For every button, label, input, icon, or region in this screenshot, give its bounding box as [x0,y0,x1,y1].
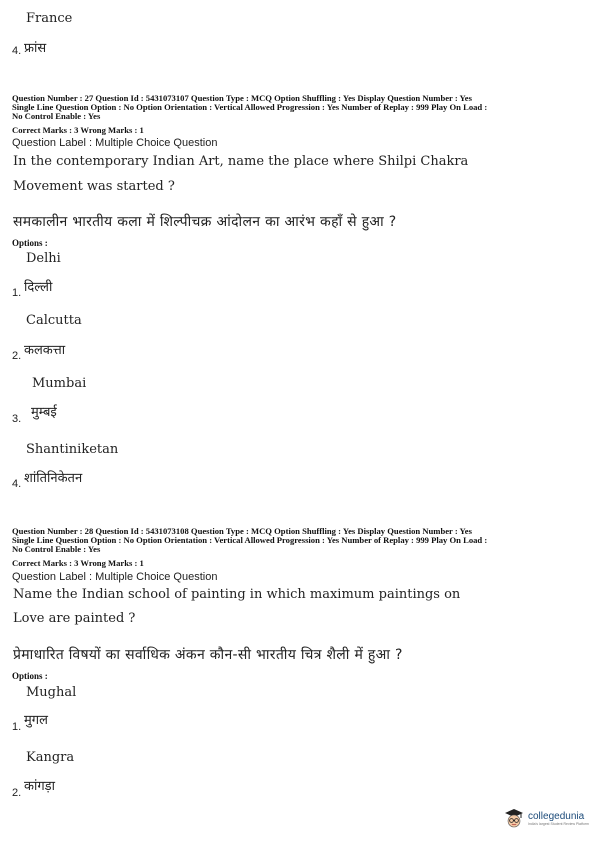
option-text-hi: फ्रांस [24,41,47,56]
question-meta-line: Single Line Question Option : No Option Orientation : Vertical Allowed Progression : Yes Number of Replay : 999 Play On Load : [12,535,488,545]
option-number: 4. [12,478,22,490]
question-label: Question Label : Multiple Choice Question [12,137,218,149]
option-text-en: Delhi [26,251,61,266]
option-text-hi: मुगल [24,713,48,728]
question-text-en: Love are painted ? [13,611,136,626]
option-number: 3. [12,413,22,425]
question-meta-line: Question Number : 27 Question Id : 5431073107 Question Type : MCQ Option Shuffling : Yes Display Question Number : Yes [12,93,472,103]
option-number: 4. [12,45,22,57]
logo-subtext: India's largest Student Review Platform [528,821,589,826]
option-number: 1. [12,287,22,299]
question-meta-line: No Control Enable : Yes [12,544,101,554]
option-number: 1. [12,721,22,733]
option-text-en: Kangra [26,750,75,765]
question-text-en: In the contemporary Indian Art, name the place where Shilpi Chakra [13,154,469,169]
question-text-hi: समकालीन भारतीय कला में शिल्पीचक्र आंदोलन का आरंभ कहाँ से हुआ ? [13,214,397,230]
option-text-en: Shantiniketan [26,442,119,457]
options-label: Options : [12,238,48,248]
option-text-en: Mumbai [32,376,87,391]
option-number: 2. [12,350,22,362]
marks-info: Correct Marks : 3 Wrong Marks : 1 [12,558,144,568]
option-text-hi: मुम्बई [31,405,57,420]
question-text-en: Movement was started ? [13,179,175,194]
question-text-en: Name the Indian school of painting in which maximum paintings on [13,587,461,602]
question-meta-line: No Control Enable : Yes [12,111,101,121]
collegedunia-logo [503,807,589,829]
option-number: 2. [12,787,22,799]
option-text-hi: कलकत्ता [24,343,66,358]
question-meta-line: Single Line Question Option : No Option Orientation : Vertical Allowed Progression : Yes Number of Replay : 999 Play On Load : [12,102,488,112]
marks-info: Correct Marks : 3 Wrong Marks : 1 [12,125,144,135]
option-text-hi: दिल्ली [24,280,53,295]
option-text-en: Calcutta [26,313,82,328]
question-meta-line: Question Number : 28 Question Id : 5431073108 Question Type : MCQ Option Shuffling : Yes Display Question Number : Yes [12,526,472,536]
logo-text: collegedunia [528,810,585,822]
question-label: Question Label : Multiple Choice Question [12,571,218,583]
option-text-hi: शांतिनिकेतन [24,471,83,486]
question-text-hi: प्रेमाधारित विषयों का सर्वाधिक अंकन कौन-सी भारतीय चित्र शैली में हुआ ? [13,647,403,663]
option-text-en: France [26,11,73,26]
option-text-hi: कांगड़ा [24,779,55,794]
option-text-en: Mughal [26,685,77,700]
graduate-mascot-icon [503,807,525,829]
options-label: Options : [12,671,48,681]
